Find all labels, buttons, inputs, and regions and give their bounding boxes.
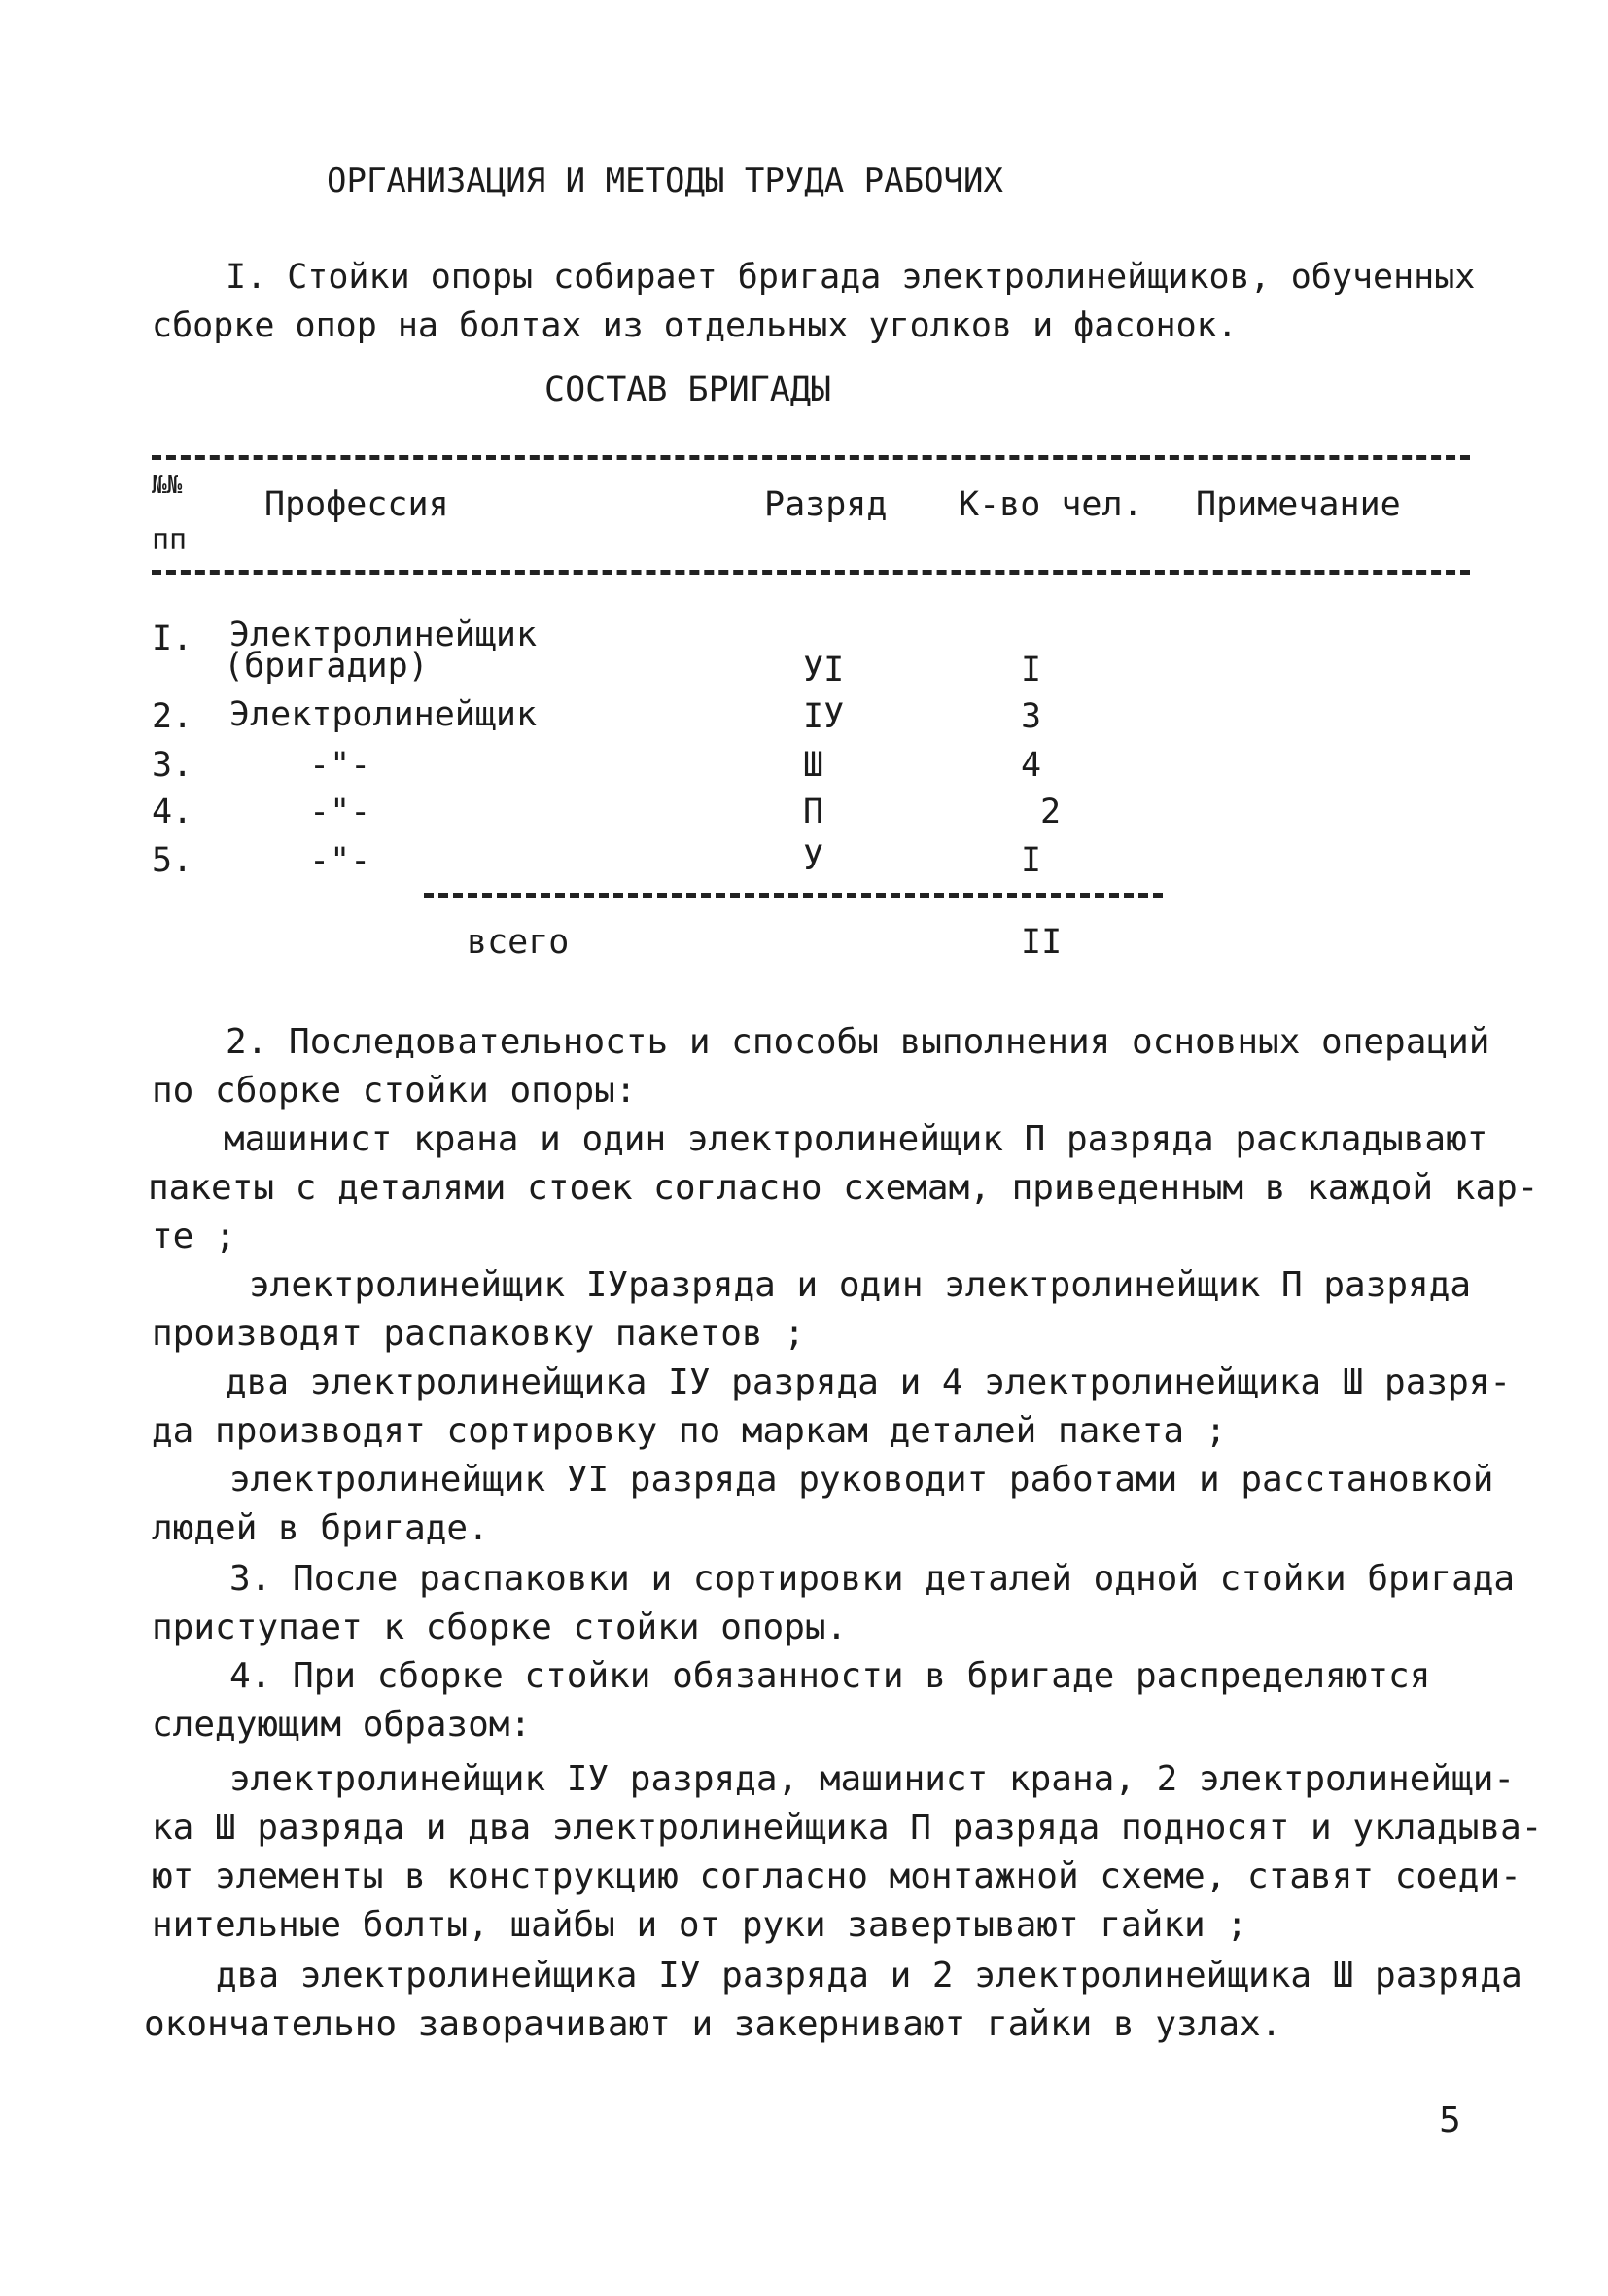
table-total-label: всего — [467, 923, 570, 962]
table-row-1-grade: УI — [803, 651, 845, 689]
header-note: Примечание — [1196, 485, 1401, 524]
table-row-5-profession: -"- — [309, 841, 371, 880]
table-row-1-profession: Электролинейщик — [229, 616, 538, 654]
header-profession: Профессия — [264, 485, 449, 524]
table-row-4-num: 4. — [152, 793, 193, 831]
intro-line-2: сборке опор на болтах из отдельных уголков и фасонок. — [152, 306, 1238, 345]
section4-line-8: окончательно заворачивают и закернивают гайки в узлах. — [144, 2004, 1282, 2044]
section2-line-7: производят распаковку пакетов ; — [152, 1314, 805, 1354]
table-row-5-grade: У — [803, 839, 824, 878]
table-row-3-grade: Ш — [803, 746, 824, 785]
table-row-1-num: I. — [152, 619, 193, 658]
section2-line-9: да производят сортировку по маркам деталей пакета ; — [152, 1411, 1227, 1451]
section2-line-1: 2. Последовательность и способы выполнения основных операций — [226, 1022, 1490, 1062]
section2-line-5: те ; — [152, 1217, 236, 1256]
table-row-2-num: 2. — [152, 697, 193, 736]
section4-line-3: электролинейщик IУ разряда, машинист крана, 2 электролинейщи- — [229, 1759, 1516, 1799]
section2-line-8: два электролинейщика IУ разряда и 4 электролинейщика Ш разря- — [226, 1362, 1512, 1402]
section4-line-7: два электролинейщика IУ разряда и 2 электролинейщика Ш разряда — [216, 1956, 1522, 1996]
section4-line-5: ют элементы в конструкцию согласно монтажной схеме, ставят соеди- — [152, 1856, 1521, 1896]
table-row-5-num: 5. — [152, 841, 193, 880]
section4-line-2: следующим образом: — [152, 1705, 532, 1745]
section2-line-4: пакеты с деталями стоек согласно схемам, приведенным в каждой кар- — [148, 1168, 1539, 1208]
table-total-value: II — [1021, 923, 1063, 962]
table-row-1-profession-note: (бригадир) — [224, 647, 429, 686]
table-row-4-grade: П — [803, 793, 824, 831]
table-row-2-profession: Электролинейщик — [229, 695, 538, 734]
section4-line-6: нительные болты, шайбы и от руки завертывают гайки ; — [152, 1905, 1248, 1945]
section2-line-10: электролинейщик УI разряда руководит работами и расстановкой — [229, 1460, 1494, 1500]
table-total-rule — [424, 893, 1163, 898]
section2-line-3: машинист крана и один электролинейщик П разряда раскладывают — [224, 1119, 1488, 1159]
header-grade: Разряд — [764, 485, 888, 524]
header-count: К-во чел. — [959, 485, 1143, 524]
table-row-4-profession: -"- — [309, 793, 371, 831]
section3-line-2: приступает к сборке стойки опоры. — [152, 1607, 848, 1647]
table-row-1-count: I — [1021, 651, 1042, 689]
table-row-2-count: 3 — [1021, 697, 1042, 736]
table-row-3-num: 3. — [152, 746, 193, 785]
table-top-rule — [152, 455, 1470, 460]
section4-line-4: ка Ш разряда и два электролинейщика П разряда подносят и укладыва- — [152, 1808, 1543, 1848]
table-title: СОСТАВ БРИГАДЫ — [544, 371, 832, 409]
section2-line-6: электролинейщик IУразряда и один электролинейщик П разряда — [249, 1265, 1472, 1305]
table-row-3-count: 4 — [1021, 746, 1042, 785]
table-header-rule — [152, 570, 1470, 575]
table-row-5-count: I — [1021, 841, 1042, 880]
section2-line-11: людей в бригаде. — [152, 1508, 489, 1548]
section2-line-2: по сборке стойки опоры: — [152, 1071, 637, 1111]
header-num-top: №№ — [152, 471, 183, 500]
table-row-2-grade: IУ — [803, 697, 845, 736]
page-title: ОРГАНИЗАЦИЯ И МЕТОДЫ ТРУДА РАБОЧИХ — [327, 161, 1003, 200]
table-row-4-count: 2 — [1040, 793, 1062, 831]
table-row-3-profession: -"- — [309, 746, 371, 785]
section3-line-1: 3. После распаковки и сортировки деталей одной стойки бригада — [229, 1559, 1516, 1599]
header-num-bottom: пп — [152, 523, 188, 557]
intro-line-1: I. Стойки опоры собирает бригада электролинейщиков, обученных — [226, 258, 1476, 297]
page-number: 5 — [1439, 2101, 1461, 2140]
section4-line-1: 4. При сборке стойки обязанности в бригаде распределяются — [229, 1656, 1431, 1696]
